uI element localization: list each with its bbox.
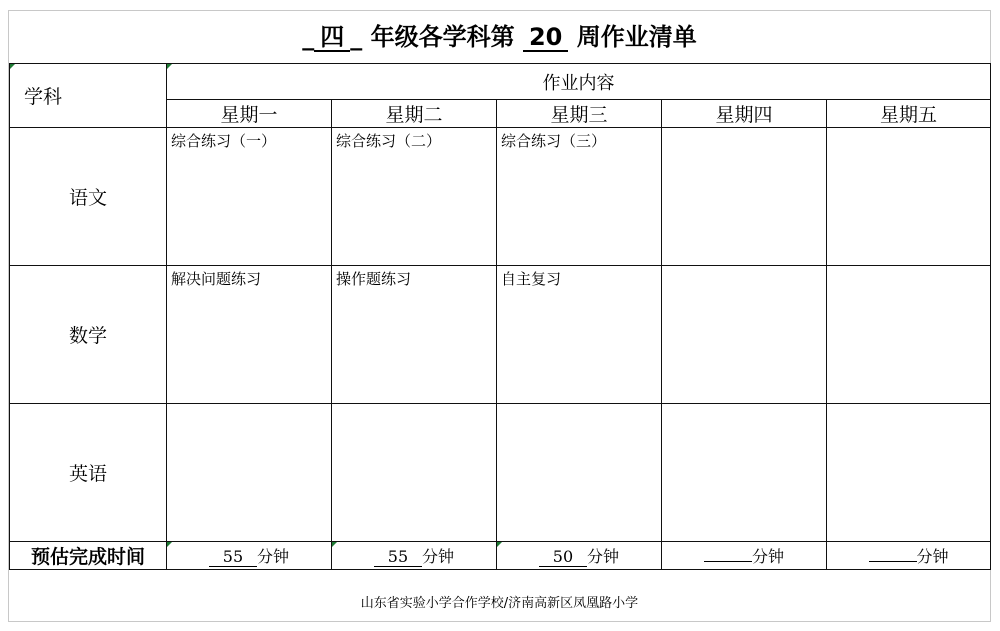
subject-label: 语文: [10, 128, 167, 266]
time-unit: 分钟: [916, 547, 949, 566]
day-header: 星期四: [662, 100, 827, 128]
time-unit: 分钟: [751, 547, 784, 566]
table-row: [10, 266, 991, 404]
time-unit: 分钟: [421, 547, 454, 566]
day-header: 星期一: [167, 100, 332, 128]
title-prefix: _: [302, 23, 315, 51]
homework-cell: [662, 266, 827, 404]
day-header: 星期二: [332, 100, 497, 128]
time-cell: [497, 542, 662, 570]
homework-cell: 操作题练习: [332, 266, 497, 404]
day-header: 星期五: [827, 100, 991, 128]
homework-cell: 综合练习（一）: [167, 128, 332, 266]
homework-cell: [167, 404, 332, 542]
title-suffix: 周作业清单: [576, 23, 697, 51]
time-value: 50: [539, 547, 587, 567]
homework-cell: [332, 404, 497, 542]
homework-cell: [662, 128, 827, 266]
homework-sheet: [8, 10, 991, 622]
time-cell: [827, 542, 991, 570]
homework-cell: [827, 266, 991, 404]
homework-cell: [662, 404, 827, 542]
homework-cell: 综合练习（二）: [332, 128, 497, 266]
time-cell: [167, 542, 332, 570]
title-middle: _ 年级各学科第: [350, 23, 515, 51]
homework-cell: 解决问题练习: [167, 266, 332, 404]
table-row: [10, 128, 991, 266]
day-header: 星期三: [497, 100, 662, 128]
homework-cell: [827, 128, 991, 266]
time-value: 55: [374, 547, 422, 567]
time-unit: 分钟: [256, 547, 289, 566]
school-footer: 山东省实验小学合作学校/济南高新区凤凰路小学: [360, 596, 639, 611]
subject-header: 学科: [10, 64, 167, 128]
subject-label: 数学: [10, 266, 167, 404]
subject-label: 英语: [10, 404, 167, 542]
grade-blank: 四: [314, 24, 350, 52]
homework-cell: [827, 404, 991, 542]
homework-table: [9, 63, 991, 570]
homework-cell: [497, 404, 662, 542]
week-blank: 20: [523, 24, 568, 52]
content-header: 作业内容: [167, 64, 991, 100]
homework-cell: 综合练习（三）: [497, 128, 662, 266]
homework-cell: 自主复习: [497, 266, 662, 404]
table-row: [10, 404, 991, 542]
time-cell: [332, 542, 497, 570]
page-title: [9, 11, 990, 63]
time-unit: 分钟: [586, 547, 619, 566]
time-value: [704, 561, 752, 562]
time-row: [10, 542, 991, 570]
time-cell: [662, 542, 827, 570]
time-label: 预估完成时间: [10, 542, 167, 570]
time-value: 55: [209, 547, 257, 567]
time-value: [869, 561, 917, 562]
